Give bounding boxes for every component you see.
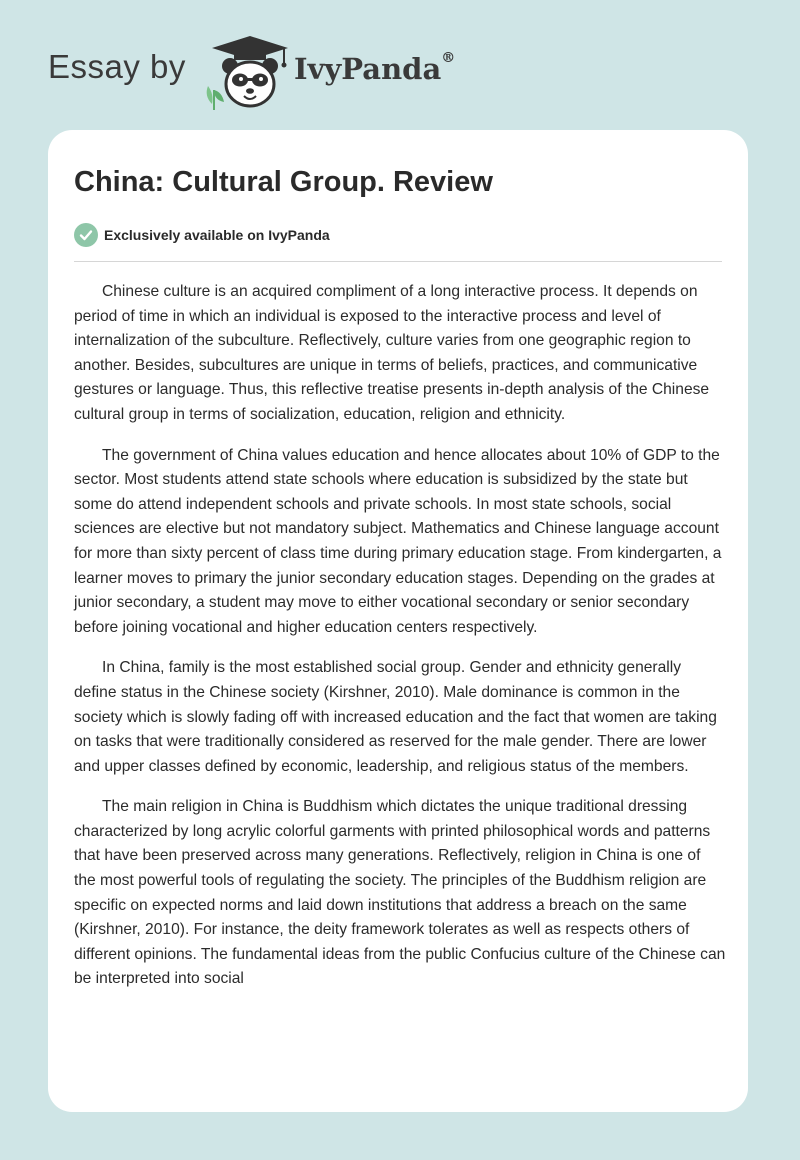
check-circle-icon [74, 223, 98, 247]
exclusive-badge-text: Exclusively available on IvyPanda [104, 227, 330, 243]
exclusive-badge [74, 222, 330, 248]
essay-paragraph: The main religion in China is Buddhism which dictates the unique traditional dressing characterized by long acrylic colorful garments with printed philosophical words and patterns that have been preserved across many generations. Reflectively, religion in China is one of the most powerful tools of regulating the society. The principles of the Buddhism religion are specific on expected norms and laid down institutions that address a breach on the same (Kirshner, 2010). For instance, the deity framework tolerates as well as respects others of different opinions. The fundamental ideas from the public Confucius culture of the Chinese can be interpreted into social [74, 798, 726, 988]
essay-card [48, 130, 748, 1112]
panda-graduate-logo-icon [200, 34, 300, 110]
site-header-logo[interactable] [48, 30, 468, 110]
title-divider [74, 261, 722, 262]
essay-body [74, 280, 726, 1008]
essay-paragraph: Chinese culture is an acquired compliment of a long interactive process. It depends on period of time in which an individual is exposed to the interactive process and level of internalization of the subculture. Reflectively, culture varies from one geographic region to another. Besides, subcultures are unique in terms of beliefs, practices, and communicative gestures or language. Thus, this reflective treatise presents in-depth analysis of the Chinese cultural group in terms of socialization, education, religion and ethnicity. [74, 283, 710, 423]
essay-paragraph: The government of China values education and hence allocates about 10% of GDP to the sector. Most students attend state schools where education is subsidized by the state but some do attend independent schools and private schools. In most state schools, social sciences are elective but not mandatory subject. Mathematics and Chinese language account for more than sixty percent of class time during primary education stage. From kindergarten, a learner moves to primary the junior secondary education stages. Depending on the grades at junior secondary, a student may move to either vocational secondary or senior secondary before joining vocational and higher education centers respectively. [74, 446, 722, 636]
registered-mark: ® [441, 50, 456, 66]
brand-name: IvyPanda® [294, 50, 456, 86]
essay-paragraph: In China, family is the most established social group. Gender and ethnicity generally define status in the Chinese society (Kirshner, 2010). Male dominance is common in the society which is slowly fading off with increased education and the fact that women are taking on tasks that were traditionally considered as reserved for the male gender. There are lower and upper classes defined by economic, leadership, and religious status of the members. [74, 659, 717, 775]
essay-title: China: Cultural Group. Review [74, 166, 493, 198]
brand-prefix: Essay by [48, 48, 186, 85]
